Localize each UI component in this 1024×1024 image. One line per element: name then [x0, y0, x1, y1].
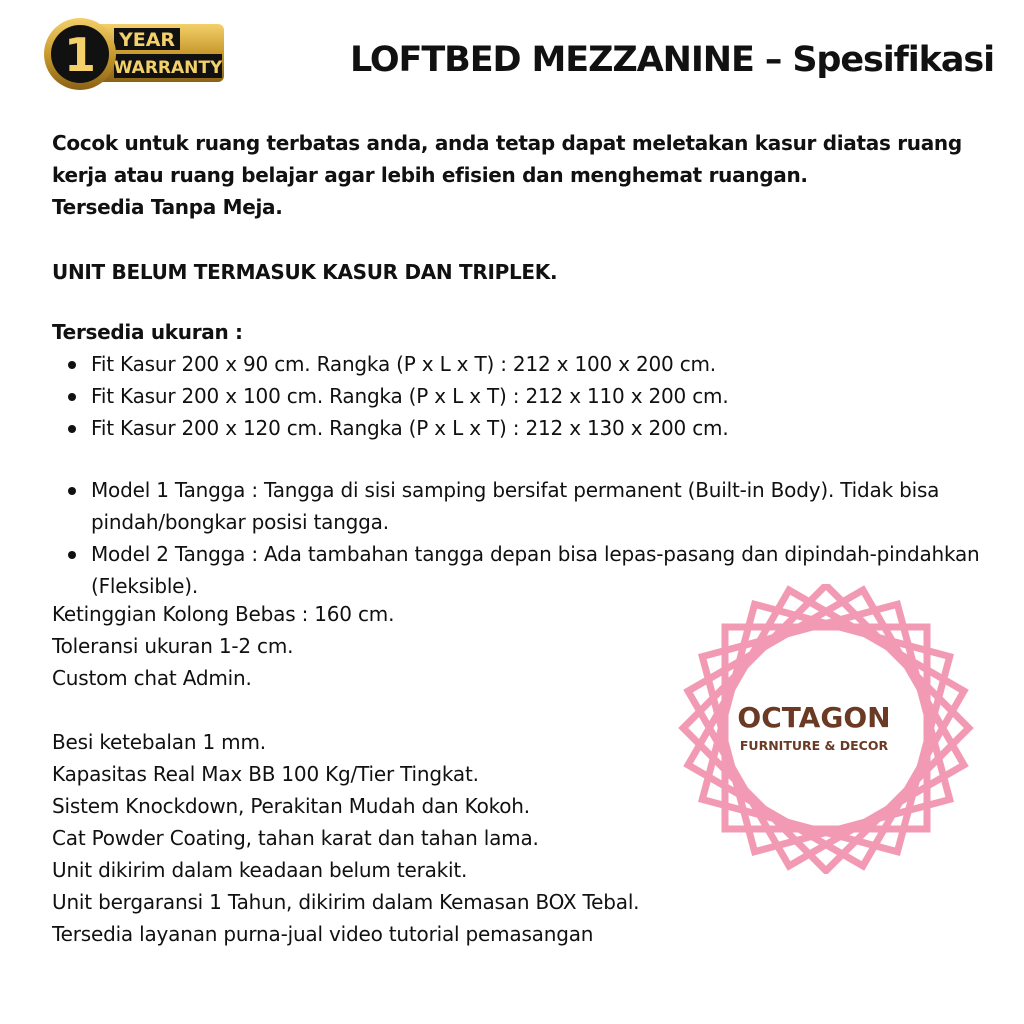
detail-line: Cat Powder Coating, tahan karat dan tahan lama.: [52, 826, 539, 850]
sizes-heading: Tersedia ukuran :: [52, 320, 243, 344]
list-item: [52, 474, 982, 538]
bullet-icon: [68, 393, 76, 401]
octagon-logo: [676, 584, 976, 874]
details-group-1: [52, 598, 394, 694]
page-title: LOFTBED MEZZANINE – Spesifikasi: [349, 40, 994, 80]
detail-line: Unit dikirim dalam keadaan belum terakit.: [52, 858, 468, 882]
detail-line: Tersedia layanan purna-jual video tutorial pemasangan: [52, 922, 594, 946]
intro-text: Cocok untuk ruang terbatas anda, anda tetap dapat meletakan kasur diatas ruang kerja atau ruang belajar agar lebih efisien dan menghemat ruangan.: [52, 131, 962, 187]
intro-block: [52, 127, 982, 223]
detail-line: Toleransi ukuran 1-2 cm.: [52, 634, 294, 658]
detail-line: Ketinggian Kolong Bebas : 160 cm.: [52, 602, 395, 626]
warranty-badge: [44, 16, 226, 92]
list-item: [52, 380, 982, 412]
model-option: Model 1 Tangga : Tangga di sisi samping bersifat permanent (Built-in Body). Tidak bisa pindah/bongkar posisi tangga.: [91, 478, 940, 534]
model-list: [52, 474, 982, 602]
list-item: [52, 348, 982, 380]
warranty-number-text: 1: [63, 28, 97, 82]
warranty-label-text: WARRANTY: [113, 58, 223, 78]
detail-line: Custom chat Admin.: [52, 666, 252, 690]
detail-line: Kapasitas Real Max BB 100 Kg/Tier Tingkat.: [52, 762, 479, 786]
detail-line: Unit bergaransi 1 Tahun, dikirim dalam Kemasan BOX Tebal.: [52, 890, 640, 914]
bullet-icon: [68, 425, 76, 433]
sizes-list: [52, 348, 982, 444]
warranty-year-text: YEAR: [118, 29, 176, 51]
logo-tagline: FURNITURE & DECOR: [739, 738, 889, 753]
details-group-2: [52, 726, 639, 950]
logo-name: OCTAGON: [737, 701, 891, 734]
size-option: Fit Kasur 200 x 100 cm. Rangka (P x L x T) : 212 x 110 x 200 cm.: [91, 384, 729, 408]
bullet-icon: [68, 487, 76, 495]
exclusion-notice: UNIT BELUM TERMASUK KASUR DAN TRIPLEK.: [52, 260, 558, 284]
size-option: Fit Kasur 200 x 90 cm. Rangka (P x L x T) : 212 x 100 x 200 cm.: [91, 352, 716, 376]
detail-line: Besi ketebalan 1 mm.: [52, 730, 266, 754]
model-option: Model 2 Tangga : Ada tambahan tangga depan bisa lepas-pasang dan dipindah-pindahkan (Fleksible).: [91, 542, 980, 598]
detail-line: Sistem Knockdown, Perakitan Mudah dan Kokoh.: [52, 794, 530, 818]
size-option: Fit Kasur 200 x 120 cm. Rangka (P x L x T) : 212 x 130 x 200 cm.: [91, 416, 729, 440]
list-item: [52, 412, 982, 444]
bullet-icon: [68, 361, 76, 369]
intro-availability: Tersedia Tanpa Meja.: [52, 195, 283, 219]
bullet-icon: [68, 551, 76, 559]
